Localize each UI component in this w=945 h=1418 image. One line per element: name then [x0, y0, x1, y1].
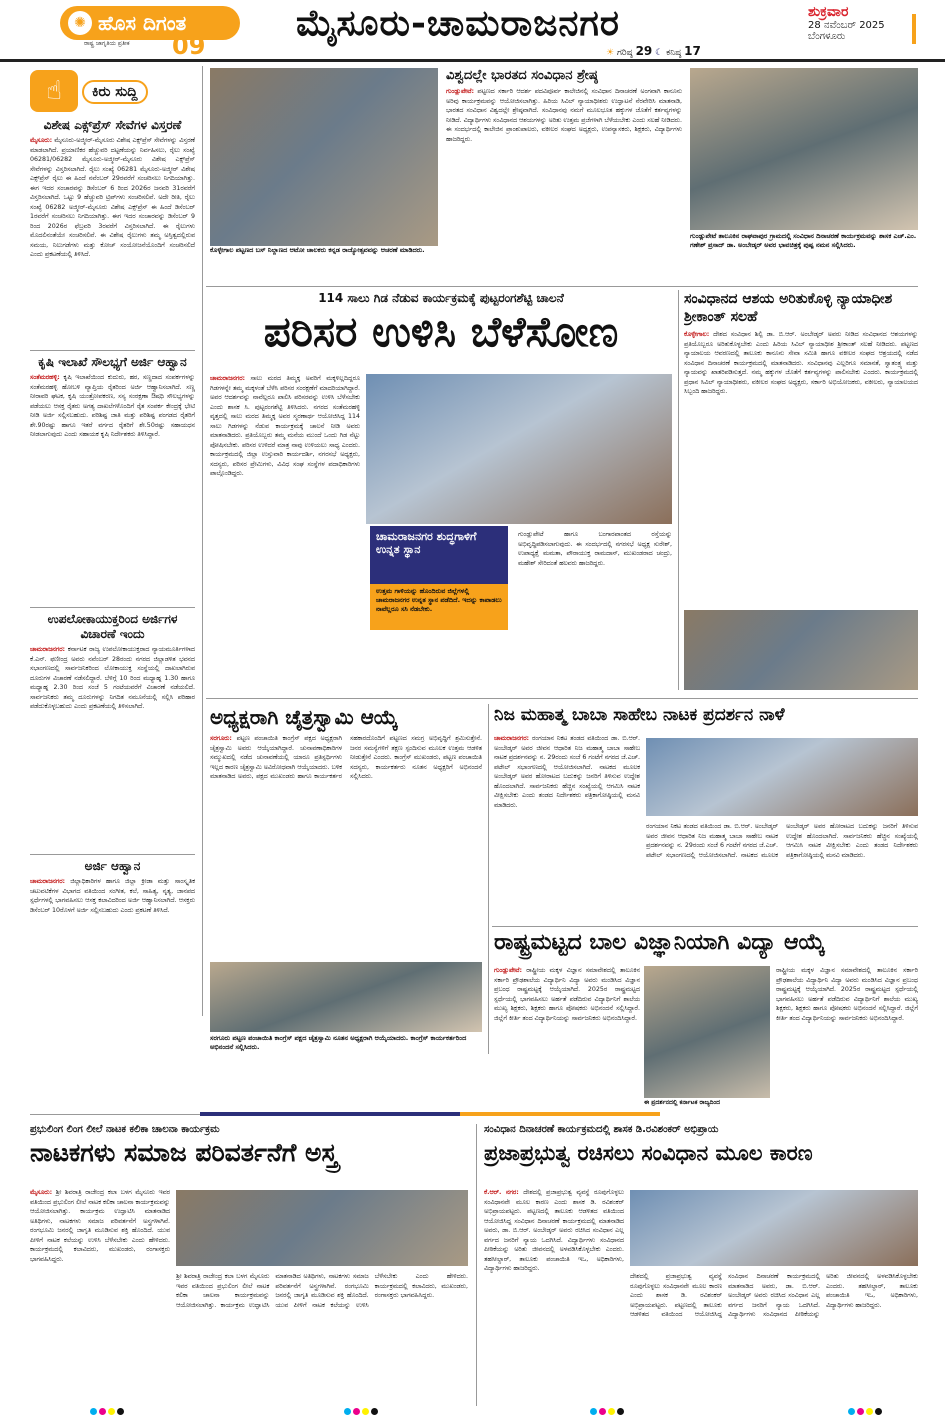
play-body	[494, 734, 640, 924]
drama-photo	[176, 1190, 468, 1266]
constitution-text: ಪಟ್ಟಣದ ಸರ್ಕಾರಿ ಆದರ್ಶ ಪದವಿಪೂರ್ವ ಕಾಲೇಜಿನಲ್ಲಿ ಸಂವಿಧಾನ ದಿನಾಚರಣೆ ಅಂಗವಾಗಿ ಕಾನೂನು ಅರಿವು ಕಾರ್ಯಕ್ರಮವನ್ನು ಆಯೋಜಿಸಲಾಗಿತ್ತು. ಹಿರಿಯ ಸಿವಿಲ್ ನ್ಯಾಯಾಧೀಶರು ಉದ್ಘಾಟನೆ ನೆರವೇರಿಸಿ ಮಾತನಾಡಿ, ಭಾರತದ ಸಂವಿಧಾನ ವಿಶ್ವದಲ್ಲೇ ಶ್ರೇಷ್ಠವಾಗಿದೆ. ಸಂವಿಧಾನವು ನಮಗೆ ಮೂಲಭೂತ ಹಕ್ಕುಗಳ ಜೊತೆಗೆ ಕರ್ತವ್ಯಗಳನ್ನು ನೀಡಿದೆ. ವಿದ್ಯಾರ್ಥಿಗಳು ಸಂವಿಧಾನದ ಆಶಯಗಳನ್ನು ಅರಿತು ಉತ್ತಮ ಪ್ರಜೆಗಳಾಗಿ ಬೆಳೆಯಬೇಕು ಎಂದು ಸಲಹೆ ನೀಡಿದರು. ಈ ಸಂದರ್ಭದಲ್ಲಿ ಕಾಲೇಜಿನ ಪ್ರಾಂಶುಪಾಲರು, ವಕೀಲರ ಸಂಘದ ಅಧ್ಯಕ್ಷರು, ಉಪನ್ಯಾಸಕರು, ಶಿಕ್ಷಕರು, ವಿದ್ಯಾರ್ಥಿಗಳು ಹಾಜರಿದ್ದರು.	[446, 88, 682, 143]
drama-headline	[30, 1124, 470, 1184]
brief2-body	[30, 373, 195, 603]
vidya-photo	[644, 966, 770, 1106]
brief4-dateline: ಚಾಮರಾಜನಗರ:	[30, 878, 66, 885]
ambedkar-tribute-caption: ಗುಂಡ್ಲುಪೇಟೆ ತಾಲೂಕಿನ ರಾಘವಾಪುರ ಗ್ರಾಮದಲ್ಲಿ ಸಂವಿಧಾನ ದಿನಾಚರಣೆ ಕಾರ್ಯಕ್ರಮವನ್ನು ಶಾಸಕ ಎಚ್.ಎಂ. ಗಣೇಶ್ ಪ್ರಸಾದ್ ಡಾ. ಅಂಬೇಡ್ಕರ್ ಅವರ ಭಾವಚಿತ್ರಕ್ಕೆ ಪುಷ್ಪ ನಮನ ಸಲ್ಲಿಸಿದರು.	[690, 232, 918, 262]
chaitraswamy-body	[210, 734, 482, 954]
lead-title: ಪರಿಸರ ಉಳಿಸಿ ಬೆಳೆಸೋಣ	[263, 307, 619, 356]
brief1-title: ವಿಶೇಷ ಎಕ್ಸ್‌ಪ್ರೆಸ್ ಸೇವೆಗಳ ವಿಸ್ತರಣೆ	[43, 118, 182, 132]
weather-max-label: ಗರಿಷ್ಠ	[616, 48, 633, 58]
democracy-body	[484, 1188, 624, 1404]
brief3-dateline: ಚಾಮರಾಜನಗರ:	[30, 646, 66, 653]
brief1-body	[30, 136, 195, 346]
auto-drivers-photo	[210, 68, 438, 246]
logo-tagline: ರಾಷ್ಟ್ರ ಜಾಗೃತಿಯ ಪ್ರತೀಕ	[84, 40, 130, 47]
vidya-title: ರಾಷ್ಟ್ರಮಟ್ಟದ ಬಾಲ ವಿಜ್ಞಾನಿಯಾಗಿ ವಿದ್ಯಾ ಆಯ್ಕೆ	[494, 930, 826, 955]
chaitraswamy-dateline: ಸರಗೂರು:	[210, 735, 232, 742]
brief4-text: ಜಿಲ್ಲಾಧಿಕಾರಿಗಳ ಹಾಗೂ ಜಿಲ್ಲಾ ಕ್ರೀಡಾ ಮತ್ತು ಸಾಂಸ್ಕೃತಿಕ ಚಟುವಟಿಕೆಗಳ ವಿಭಾಗದ ವತಿಯಿಂದ ಸಂಗೀತ, ಕಲೆ, ಸಾಹಿತ್ಯ, ನೃತ್ಯ, ಜಾನಪದ ಸ್ಪರ್ಧೆಗಳಲ್ಲಿ ಭಾಗವಹಿಸಲು ಆಸಕ್ತ ಕಲಾವಿದರಿಂದ ಅರ್ಜಿ ಆಹ್ವಾನಿಸಲಾಗಿದೆ. ಆಸಕ್ತರು ಡಿಸೆಂಬರ್ 10ರೊಳಗೆ ಅರ್ಜಿ ಸಲ್ಲಿಸಬಹುದು ಎಂದು ಪ್ರಕಟಣೆ ತಿಳಿಸಿದೆ.	[30, 878, 195, 914]
weather-min: 17	[684, 44, 701, 58]
kirusuddi-label: ಕಿರು ಸುದ್ದಿ	[82, 80, 148, 104]
judge-event-photo	[684, 610, 918, 690]
section-bar-orange	[460, 1112, 660, 1116]
chaitraswamy-caption: ಸರಗೂರು ಪಟ್ಟಣ ಪಂಚಾಯಿತಿ ಕಾಂಗ್ರೆಸ್ ಪಕ್ಷದ ಚೈತ್ರಸ್ವಾಮಿ ನೂತನ ಅಧ್ಯಕ್ಷರಾಗಿ ಆಯ್ಕೆಯಾದರು. ಕಾಂಗ್ರೆಸ್ ಕಾರ್ಯಕರ್ತರಿಂದ ಅಭಿನಂದನೆ ಸಲ್ಲಿಸಿದರು.	[210, 1034, 482, 1054]
drama-text: ಶ್ರೀ ಶಿವರಾತ್ರಿ ರಾಜೇಂದ್ರ ಕಲಾ ಬಳಗ ಮೈಸೂರು ಇವರ ವತಿಯಿಂದ ಪ್ರಭುಲಿಂಗ ಲೀಲೆ ನಾಟಕ ಕಲಿಕಾ ಚಾಲನಾ ಕಾರ್ಯಕ್ರಮವನ್ನು ಆಯೋಜಿಸಲಾಗಿತ್ತು. ಕಾರ್ಯಕ್ರಮ ಉದ್ಘಾಟಿಸಿ ಮಾತನಾಡಿದ ಅತಿಥಿಗಳು, ನಾಟಕಗಳು ಸಮಾಜ ಪರಿವರ್ತನೆಗೆ ಅಸ್ತ್ರಗಳಾಗಿವೆ. ರಂಗಭೂಮಿ ಜನರಲ್ಲಿ ಜಾಗೃತಿ ಮೂಡಿಸುವ ಶಕ್ತಿ ಹೊಂದಿದೆ. ಯುವ ಪೀಳಿಗೆ ನಾಟಕ ಕಲೆಯನ್ನು ಉಳಿಸಿ ಬೆಳೆಸಬೇಕು ಎಂದು ಹೇಳಿದರು. ಕಾರ್ಯಕ್ರಮದಲ್ಲಿ ಕಲಾವಿದರು, ಮುಖಂಡರು, ರಂಗಾಸಕ್ತರು ಭಾಗವಹಿಸಿದ್ದರು.	[30, 1189, 170, 1263]
masthead	[0, 0, 945, 62]
brief2-dateline: ಸಂತೆಮರಹಳ್ಳಿ:	[30, 374, 60, 381]
vidya-body-cont: ರಾಷ್ಟ್ರೀಯ ಮಕ್ಕಳ ವಿಜ್ಞಾನ ಸಮಾವೇಶದಲ್ಲಿ ತಾಲೂಕಿನ ಸರ್ಕಾರಿ ಪ್ರೌಢಶಾಲೆಯ ವಿದ್ಯಾರ್ಥಿನಿ ವಿದ್ಯಾ ಅವರು ಮಂಡಿಸಿದ ವಿಜ್ಞಾನ ಪ್ರಬಂಧ ರಾಷ್ಟ್ರಮಟ್ಟಕ್ಕೆ ಆಯ್ಕೆಯಾಗಿದೆ. 2025ರ ರಾಷ್ಟ್ರಮಟ್ಟದ ಸ್ಪರ್ಧೆಯಲ್ಲಿ ಭಾಗವಹಿಸಲು ಅರ್ಹತೆ ಪಡೆದಿರುವ ವಿದ್ಯಾರ್ಥಿನಿಗೆ ಶಾಲೆಯ ಮುಖ್ಯ ಶಿಕ್ಷಕರು, ಶಿಕ್ಷಕರು ಹಾಗೂ ಪೋಷಕರು ಅಭಿನಂದನೆ ಸಲ್ಲಿಸಿದ್ದಾರೆ. ಜಿಲ್ಲೆಗೆ ಕೀರ್ತಿ ತಂದ ವಿದ್ಯಾರ್ಥಿನಿಯನ್ನು ಸಾರ್ವಜನಿಕರು ಅಭಿನಂದಿಸಿದ್ದಾರೆ.	[776, 967, 918, 1022]
dateline-box	[808, 4, 914, 42]
lead-dateline: ಚಾಮರಾಜನಗರ:	[210, 375, 246, 382]
constitution-title: ವಿಶ್ವದಲ್ಲೇ ಭಾರತದ ಸಂವಿಧಾನ ಶ್ರೇಷ್ಠ	[446, 68, 598, 83]
print-registration-marks	[344, 1408, 378, 1416]
play-body-cont: ರಂಗಯಾನ ನಿಕಟ ತಂಡದ ವತಿಯಿಂದ ಡಾ. ಬಿ.ಆರ್. ಅಂಬೇಡ್ಕರ್ ಅವರ ಜೀವನ ಆಧಾರಿತ ನಿಜ ಮಹಾತ್ಮ ಬಾಬಾ ಸಾಹೇಬ ನಾಟಕ ಪ್ರದರ್ಶನವನ್ನು ನ. 29ರಂದು ಸಂಜೆ 6 ಗಂಟೆಗೆ ನಗರದ ಜೆ.ಎಚ್. ಪಟೇಲ್ ಸಭಾಂಗಣದಲ್ಲಿ ಆಯೋಜಿಸಲಾಗಿದೆ. ನಾಟಕದ ಮೂಲಕ ಅಂಬೇಡ್ಕರ್ ಅವರ ಹೋರಾಟದ ಬದುಕನ್ನು ಜನರಿಗೆ ತಿಳಿಸುವ ಉದ್ದೇಶ ಹೊಂದಲಾಗಿದೆ. ಸಾರ್ವಜನಿಕರು ಹೆಚ್ಚಿನ ಸಂಖ್ಯೆಯಲ್ಲಿ ಆಗಮಿಸಿ ನಾಟಕ ವೀಕ್ಷಿಸಬೇಕು ಎಂದು ತಂಡದ ನಿರ್ದೇಶಕರು ಪತ್ರಿಕಾಗೋಷ್ಠಿಯಲ್ಲಿ ಮನವಿ ಮಾಡಿದರು.	[646, 823, 918, 859]
clean-air-callout	[370, 526, 508, 584]
print-registration-marks	[90, 1408, 124, 1416]
brief3-text: ಕರ್ನಾಟಕ ರಾಜ್ಯ ಉಪಲೋಕಾಯುಕ್ತರಾದ ನ್ಯಾಯಮೂರ್ತಿಗಳಾದ ಕೆ.ಎನ್. ಫಣೀಂದ್ರ ಅವರು ನವೆಂಬರ್ 28ರಂದು ನಗರದ ಜಿಲ್ಲಾಡಳಿತ ಭವನದ ಸಭಾಂಗಣದಲ್ಲಿ ಸಾರ್ವಜನಿಕರಿಂದ ಲೋಕಾಯುಕ್ತ ಸಂಸ್ಥೆಯಲ್ಲಿ ದಾಖಲಾಗಿರುವ ದೂರುಗಳ ವಿಚಾರಣೆ ನಡೆಸಲಿದ್ದಾರೆ. ಬೆಳಿಗ್ಗೆ 10 ರಿಂದ ಮಧ್ಯಾಹ್ನ 1.30 ಹಾಗೂ ಮಧ್ಯಾಹ್ನ 2.30 ರಿಂದ ಸಂಜೆ 5 ಗಂಟೆಯವರೆಗೆ ವಿಚಾರಣೆ ನಡೆಯಲಿದೆ. ಸಾರ್ವಜನಿಕರು ತಮ್ಮ ದೂರುಗಳನ್ನು ನಿಗದಿತ ನಮೂನೆಯಲ್ಲಿ ಸಲ್ಲಿಸಿ ಪರಿಹಾರ ಪಡೆದುಕೊಳ್ಳಬಹುದು ಎಂದು ಪ್ರಕಟಣೆಯಲ್ಲಿ ತಿಳಿಸಲಾಗಿದೆ.	[30, 646, 195, 710]
brief1-dateline: ಮೈಸೂರು:	[30, 137, 53, 144]
divider	[30, 607, 195, 608]
brief3-title: ಉಪಲೋಕಾಯುಕ್ತರಿಂದ ಅರ್ಜಿಗಳ ವಿಚಾರಣೆ ಇಂದು	[47, 612, 178, 641]
weather-min-label: ಕನಿಷ್ಠ	[666, 48, 682, 58]
issue-day: ಶುಕ್ರವಾರ	[808, 4, 849, 20]
auto-drivers-caption: ಕೊಳ್ಳೇಗಾಲ ಪಟ್ಟಣದ ಬಸ್ ನಿಲ್ದಾಣದ ಆಟೋ ಚಾಲಕರು ಕನ್ನಡ ರಾಜ್ಯೋತ್ಸವವನ್ನು ಆಚರಣೆ ಮಾಡಿದರು.	[210, 246, 438, 268]
constitution-body	[446, 87, 682, 277]
vidya-dateline: ಗುಂಡ್ಲುಪೇಟೆ:	[494, 967, 522, 974]
row-divider	[206, 286, 918, 287]
row-divider	[206, 698, 918, 699]
issue-date: 28 ನವೆಂಬರ್ 2025	[808, 20, 885, 31]
democracy-title: ಪ್ರಜಾಪ್ರಭುತ್ವ ರಚಿಸಲು ಸಂವಿಧಾನ ಮೂಲ ಕಾರಣ	[484, 1141, 813, 1165]
chaitraswamy-text: ಪಟ್ಟಣ ಪಂಚಾಯಿತಿ ಕಾಂಗ್ರೆಸ್ ಪಕ್ಷದ ಅಧ್ಯಕ್ಷರಾಗಿ ಚೈತ್ರಸ್ವಾಮಿ ಅವರು ಆಯ್ಕೆಯಾಗಿದ್ದಾರೆ. ಚುನಾವಣಾಧಿಕಾರಿಗಳ ಸಮ್ಮುಖದಲ್ಲಿ ನಡೆದ ಚುನಾವಣೆಯಲ್ಲಿ ಯಾರೂ ಪ್ರತಿಸ್ಪರ್ಧಿಗಳು ಇಲ್ಲದ ಕಾರಣ ಚೈತ್ರಸ್ವಾಮಿ ಅವಿರೋಧವಾಗಿ ಆಯ್ಕೆಯಾದರು. ಬಳಿಕ ಮಾತನಾಡಿದ ಅವರು, ಪಕ್ಷದ ಮುಖಂಡರು ಹಾಗೂ ಕಾರ್ಯಕರ್ತರ ಸಹಕಾರದೊಂದಿಗೆ ಪಟ್ಟಣದ ಸಮಗ್ರ ಅಭಿವೃದ್ಧಿಗೆ ಶ್ರಮಿಸುತ್ತೇನೆ. ಜನರ ಸಮಸ್ಯೆಗಳಿಗೆ ತಕ್ಷಣ ಸ್ಪಂದಿಸುವ ಮೂಲಕ ಉತ್ತಮ ಆಡಳಿತ ನೀಡುತ್ತೇನೆ ಎಂದರು. ಕಾಂಗ್ರೆಸ್ ಮುಖಂಡರು, ಪಟ್ಟಣ ಪಂಚಾಯಿತಿ ಸದಸ್ಯರು, ಕಾರ್ಯಕರ್ತರು ನೂತನ ಅಧ್ಯಕ್ಷರಿಗೆ ಅಭಿನಂದನೆ ಸಲ್ಲಿಸಿದರು.	[210, 735, 482, 780]
column-rule	[678, 290, 679, 690]
weather-max: 29	[635, 44, 653, 58]
chaitraswamy-photo	[210, 962, 482, 1032]
vidya-caption: ಈ ಪ್ರದರ್ಶನದಲ್ಲಿ ಕರ್ನಾಟಕ ರಾಜ್ಯದಿಂದ	[644, 1098, 770, 1110]
print-registration-marks	[590, 1408, 624, 1416]
play-text: ರಂಗಯಾನ ನಿಕಟ ತಂಡದ ವತಿಯಿಂದ ಡಾ. ಬಿ.ಆರ್. ಅಂಬೇಡ್ಕರ್ ಅವರ ಜೀವನ ಆಧಾರಿತ ನಿಜ ಮಹಾತ್ಮ ಬಾಬಾ ಸಾಹೇಬ ನಾಟಕ ಪ್ರದರ್ಶನವನ್ನು ನ. 29ರಂದು ಸಂಜೆ 6 ಗಂಟೆಗೆ ನಗರದ ಜೆ.ಎಚ್. ಪಟೇಲ್ ಸಭಾಂಗಣದಲ್ಲಿ ಆಯೋಜಿಸಲಾಗಿದೆ. ನಾಟಕದ ಮೂಲಕ ಅಂಬೇಡ್ಕರ್ ಅವರ ಹೋರಾಟದ ಬದುಕನ್ನು ಜನರಿಗೆ ತಿಳಿಸುವ ಉದ್ದೇಶ ಹೊಂದಲಾಗಿದೆ. ಸಾರ್ವಜನಿಕರು ಹೆಚ್ಚಿನ ಸಂಖ್ಯೆಯಲ್ಲಿ ಆಗಮಿಸಿ ನಾಟಕ ವೀಕ್ಷಿಸಬೇಕು ಎಂದು ತಂಡದ ನಿರ್ದೇಶಕರು ಪತ್ರಿಕಾಗೋಷ್ಠಿಯಲ್ಲಿ ಮನವಿ ಮಾಡಿದರು.	[494, 735, 640, 809]
play-title: ನಿಜ ಮಹಾತ್ಮ ಬಾಬಾ ಸಾಹೇಬ ನಾಟಕ ಪ್ರದರ್ಶನ ನಾಳೆ	[494, 705, 785, 725]
drama-body	[30, 1188, 170, 1404]
page-number: 09	[172, 32, 206, 60]
constitution-story	[446, 68, 682, 283]
column-rule	[476, 1124, 477, 1406]
drama-dateline: ಮೈಸೂರು:	[30, 1189, 53, 1196]
judge-dateline: ಕೊಳ್ಳೇಗಾಲ:	[684, 331, 710, 338]
column-rule	[488, 704, 489, 1054]
democracy-body-cont: ದೇಶದಲ್ಲಿ ಪ್ರಜಾಪ್ರಭುತ್ವ ವ್ಯವಸ್ಥೆ ರೂಪುಗೊಳ್ಳಲು ಸಂವಿಧಾನವೇ ಮೂಲ ಕಾರಣ ಎಂದು ಶಾಸಕ ಡಿ. ರವಿಶಂಕರ್ ಅಭಿಪ್ರಾಯಪಟ್ಟರು. ಪಟ್ಟಣದಲ್ಲಿ ತಾಲೂಕು ಆಡಳಿತದ ವತಿಯಿಂದ ಆಯೋಜಿಸಿದ್ದ ಸಂವಿಧಾನ ದಿನಾಚರಣೆ ಕಾರ್ಯಕ್ರಮದಲ್ಲಿ ಮಾತನಾಡಿದ ಅವರು, ಡಾ. ಬಿ.ಆರ್. ಅಂಬೇಡ್ಕರ್ ಅವರು ರಚಿಸಿದ ಸಂವಿಧಾನ ಎಲ್ಲ ವರ್ಗದ ಜನರಿಗೆ ನ್ಯಾಯ ಒದಗಿಸಿದೆ. ವಿದ್ಯಾರ್ಥಿಗಳು ಸಂವಿಧಾನದ ಪೀಠಿಕೆಯನ್ನು ಅರಿತು ಜೀವನದಲ್ಲಿ ಅಳವಡಿಸಿಕೊಳ್ಳಬೇಕು ಎಂದರು. ತಹಸೀಲ್ದಾರ್, ತಾಲೂಕು ಪಂಚಾಯಿತಿ ಇಒ, ಅಧಿಕಾರಿಗಳು, ವಿದ್ಯಾರ್ಥಿಗಳು ಹಾಜರಿದ್ದರು.	[630, 1273, 918, 1318]
column-rule	[202, 66, 203, 1016]
chaitraswamy-story	[210, 704, 482, 954]
divider	[30, 854, 195, 855]
moon-icon: ☾	[655, 48, 664, 58]
newspaper-logo[interactable]	[60, 6, 240, 40]
brief2-text: ಕೃಷಿ ಇಲಾಖೆಯಿಂದ ಕುದುರು, ಹರ, ಸಣ್ಣದಾದ ಸಂಪರ್ಕಗಳನ್ನು ಸಂತೆಮರಹಳ್ಳಿ ಹೋಬಳಿ ವ್ಯಾಪ್ತಿಯ ರೈತರಿಂದ ಅರ್ಜಿ ಆಹ್ವಾನಿಸಲಾಗಿದೆ. ಸಣ್ಣ ನೀರಾವರಿ ಘಟಕ, ಕೃಷಿ ಯಂತ್ರೋಪಕರಣ, ಸಸ್ಯ ಸಂರಕ್ಷಣಾ ಔಷಧಿ ಸೌಲಭ್ಯಗಳನ್ನು ಪಡೆಯಲು ಆಸಕ್ತ ರೈತರು ಅಗತ್ಯ ದಾಖಲೆಗಳೊಂದಿಗೆ ರೈತ ಸಂಪರ್ಕ ಕೇಂದ್ರಕ್ಕೆ ಭೇಟಿ ನೀಡಿ ಅರ್ಜಿ ಸಲ್ಲಿಸಬಹುದು. ಪರಿಶಿಷ್ಟ ಜಾತಿ ಮತ್ತು ಪರಿಶಿಷ್ಟ ಪಂಗಡದ ರೈತರಿಗೆ ಶೇ.90ರಷ್ಟು ಹಾಗೂ ಇತರೆ ವರ್ಗದ ರೈತರಿಗೆ ಶೇ.50ರಷ್ಟು ಸಹಾಯಧನ ನೀಡಲಾಗುವುದು ಎಂದು ಸಹಾಯಕ ಕೃಷಿ ನಿರ್ದೇಶಕರು ತಿಳಿಸಿದ್ದಾರೆ.	[30, 374, 195, 438]
row-divider	[492, 926, 918, 927]
finger-point-icon: ☝	[30, 70, 78, 112]
sun-icon: ☀	[606, 48, 615, 58]
vidya-text: ರಾಷ್ಟ್ರೀಯ ಮಕ್ಕಳ ವಿಜ್ಞಾನ ಸಮಾವೇಶದಲ್ಲಿ ತಾಲೂಕಿನ ಸರ್ಕಾರಿ ಪ್ರೌಢಶಾಲೆಯ ವಿದ್ಯಾರ್ಥಿನಿ ವಿದ್ಯಾ ಅವರು ಮಂಡಿಸಿದ ವಿಜ್ಞಾನ ಪ್ರಬಂಧ ರಾಷ್ಟ್ರಮಟ್ಟಕ್ಕೆ ಆಯ್ಕೆಯಾಗಿದೆ. 2025ರ ರಾಷ್ಟ್ರಮಟ್ಟದ ಸ್ಪರ್ಧೆಯಲ್ಲಿ ಭಾಗವಹಿಸಲು ಅರ್ಹತೆ ಪಡೆದಿರುವ ವಿದ್ಯಾರ್ಥಿನಿಗೆ ಶಾಲೆಯ ಮುಖ್ಯ ಶಿಕ್ಷಕರು, ಶಿಕ್ಷಕರು ಹಾಗೂ ಪೋಷಕರು ಅಭಿನಂದನೆ ಸಲ್ಲಿಸಿದ್ದಾರೆ. ಜಿಲ್ಲೆಗೆ ಕೀರ್ತಿ ತಂದ ವಿದ್ಯಾರ್ಥಿನಿಯನ್ನು ಸಾರ್ವಜನಿಕರು ಅಭಿನಂದಿಸಿದ್ದಾರೆ.	[494, 967, 640, 1022]
logo-text: ಹೊಸ ದಿಗಂತ	[98, 11, 187, 35]
accent-bar	[912, 14, 916, 44]
judge-title: ಸಂವಿಧಾನದ ಆಶಯ ಅರಿತುಕೊಳ್ಳಿ ನ್ಯಾಯಾಧೀಶ ಶ್ರೀಕಾಂತ್ ಸಲಹೆ	[684, 291, 893, 325]
lead-text: ಸಾಲು ಮರದ ತಿಮ್ಮಕ್ಕ ಅವರಿಗೆ ಮಕ್ಕಳಿಲ್ಲದಿದ್ದರೂ ಗಿಡಗಳನ್ನೇ ತಮ್ಮ ಮಕ್ಕಳಂತೆ ಬೆಳೆಸಿ ಪರಿಸರ ಸಂರಕ್ಷಣೆಗೆ ಮಾದರಿಯಾಗಿದ್ದಾರೆ. ಅವರ ಆದರ್ಶವನ್ನು ನಾವೆಲ್ಲರೂ ಪಾಲಿಸಿ ಪರಿಸರವನ್ನು ಉಳಿಸಿ ಬೆಳೆಸಬೇಕು ಎಂದು ಶಾಸಕ ಸಿ. ಪುಟ್ಟರಂಗಶೆಟ್ಟಿ ತಿಳಿಸಿದರು. ನಗರದ ಸಂತೆಮರಹಳ್ಳಿ ವೃತ್ತದಲ್ಲಿ ಸಾಲು ಮರದ ತಿಮ್ಮಕ್ಕ ಅವರ ಸ್ಮರಣಾರ್ಥ ಆಯೋಜಿಸಿದ್ದ 114 ಸಾಲು ಗಿಡಗಳನ್ನು ನೆಡುವ ಕಾರ್ಯಕ್ರಮಕ್ಕೆ ಚಾಲನೆ ನೀಡಿ ಅವರು ಮಾತನಾಡಿದರು. ಪ್ರತಿಯೊಬ್ಬರು ತಮ್ಮ ಮನೆಯ ಮುಂದೆ ಒಂದು ಗಿಡ ನೆಟ್ಟು ಪೋಷಿಸಬೇಕು. ಪರಿಸರ ಉಳಿದರೆ ಮಾತ್ರ ನಾವು ಉಳಿಯಲು ಸಾಧ್ಯ ಎಂದರು. ಕಾರ್ಯಕ್ರಮದಲ್ಲಿ ಜಿಲ್ಲಾ ಉಸ್ತುವಾರಿ ಕಾರ್ಯದರ್ಶಿ, ನಗರಸಭೆ ಅಧ್ಯಕ್ಷರು, ಸದಸ್ಯರು, ಪರಿಸರ ಪ್ರೇಮಿಗಳು, ವಿವಿಧ ಸಂಘ ಸಂಸ್ಥೆಗಳ ಪದಾಧಿಕಾರಿಗಳು ಪಾಲ್ಗೊಂಡಿದ್ದರು.	[210, 375, 360, 477]
kirusuddi-header	[30, 70, 190, 112]
democracy-photo	[630, 1190, 918, 1266]
brief4-title: ಅರ್ಜಿ ಆಹ್ವಾನ	[84, 859, 141, 873]
callout-body: ಉತ್ತಮ ಗಾಳಿಯನ್ನು ಹೊಂದಿರುವ ಜಿಲ್ಲೆಗಳಲ್ಲಿ ಚಾಮರಾಜನಗರ ಉನ್ನತ ಸ್ಥಾನ ಪಡೆದಿದೆ. ಇದನ್ನು ಕಾಪಾಡಲು ನಾವೆಲ್ಲರೂ ಸಸಿ ನೆಡಬೇಕು.	[370, 584, 508, 630]
lead-body-col1	[210, 374, 360, 690]
brief3-body	[30, 645, 195, 850]
drama-body-cont: ಶ್ರೀ ಶಿವರಾತ್ರಿ ರಾಜೇಂದ್ರ ಕಲಾ ಬಳಗ ಮೈಸೂರು ಇವರ ವತಿಯಿಂದ ಪ್ರಭುಲಿಂಗ ಲೀಲೆ ನಾಟಕ ಕಲಿಕಾ ಚಾಲನಾ ಕಾರ್ಯಕ್ರಮವನ್ನು ಆಯೋಜಿಸಲಾಗಿತ್ತು. ಕಾರ್ಯಕ್ರಮ ಉದ್ಘಾಟಿಸಿ ಮಾತನಾಡಿದ ಅತಿಥಿಗಳು, ನಾಟಕಗಳು ಸಮಾಜ ಪರಿವರ್ತನೆಗೆ ಅಸ್ತ್ರಗಳಾಗಿವೆ. ರಂಗಭೂಮಿ ಜನರಲ್ಲಿ ಜಾಗೃತಿ ಮೂಡಿಸುವ ಶಕ್ತಿ ಹೊಂದಿದೆ. ಯುವ ಪೀಳಿಗೆ ನಾಟಕ ಕಲೆಯನ್ನು ಉಳಿಸಿ ಬೆಳೆಸಬೇಕು ಎಂದು ಹೇಳಿದರು. ಕಾರ್ಯಕ್ರಮದಲ್ಲಿ ಕಲಾವಿದರು, ಮುಖಂಡರು, ರಂಗಾಸಕ್ತರು ಭಾಗವಹಿಸಿದ್ದರು.	[176, 1273, 468, 1309]
section-title: ಮೈಸೂರು-ಚಾಮರಾಜನಗರ	[296, 2, 620, 44]
drama-title: ನಾಟಕಗಳು ಸಮಾಜ ಪರಿವರ್ತನೆಗೆ ಅಸ್ತ್ರ	[30, 1138, 338, 1167]
tree-planting-photo	[366, 374, 672, 524]
press-meet-photo	[646, 738, 918, 816]
lamp-icon: ✺	[68, 11, 92, 35]
section-bar-blue	[200, 1112, 460, 1116]
democracy-headline	[484, 1124, 918, 1184]
constitution-dateline: ಗುಂಡ್ಲುಪೇಟೆ:	[446, 88, 474, 95]
democracy-text: ದೇಶದಲ್ಲಿ ಪ್ರಜಾಪ್ರಭುತ್ವ ವ್ಯವಸ್ಥೆ ರೂಪುಗೊಳ್ಳಲು ಸಂವಿಧಾನವೇ ಮೂಲ ಕಾರಣ ಎಂದು ಶಾಸಕ ಡಿ. ರವಿಶಂಕರ್ ಅಭಿಪ್ರಾಯಪಟ್ಟರು. ಪಟ್ಟಣದಲ್ಲಿ ತಾಲೂಕು ಆಡಳಿತದ ವತಿಯಿಂದ ಆಯೋಜಿಸಿದ್ದ ಸಂವಿಧಾನ ದಿನಾಚರಣೆ ಕಾರ್ಯಕ್ರಮದಲ್ಲಿ ಮಾತನಾಡಿದ ಅವರು, ಡಾ. ಬಿ.ಆರ್. ಅಂಬೇಡ್ಕರ್ ಅವರು ರಚಿಸಿದ ಸಂವಿಧಾನ ಎಲ್ಲ ವರ್ಗದ ಜನರಿಗೆ ನ್ಯಾಯ ಒದಗಿಸಿದೆ. ವಿದ್ಯಾರ್ಥಿಗಳು ಸಂವಿಧಾನದ ಪೀಠಿಕೆಯನ್ನು ಅರಿತು ಜೀವನದಲ್ಲಿ ಅಳವಡಿಸಿಕೊಳ್ಳಬೇಕು ಎಂದರು. ತಹಸೀಲ್ದಾರ್, ತಾಲೂಕು ಪಂಚಾಯಿತಿ ಇಒ, ಅಧಿಕಾರಿಗಳು, ವಿದ್ಯಾರ್ಥಿಗಳು ಹಾಜರಿದ್ದರು.	[484, 1189, 624, 1272]
issue-city: ಬೆಂಗಳೂರು	[808, 31, 846, 42]
ambedkar-tribute-photo	[690, 68, 918, 230]
democracy-dateline: ಕೆ.ಆರ್. ನಗರ:	[484, 1189, 519, 1196]
weather-readout	[606, 44, 701, 58]
brief4-body	[30, 877, 195, 997]
drama-kicker: ಪ್ರಭುಲಿಂಗ ಲಿಂಗ ಲೀಲೆ ನಾಟಕ ಕಲಿಕಾ ಚಾಲನಾ ಕಾರ್ಯಕ್ರಮ	[30, 1124, 220, 1135]
brief1-text: ಮೈಸೂರು-ಅಜ್ಮೀರ್-ಮೈಸೂರು ವಿಶೇಷ ಎಕ್ಸ್‌ಪ್ರೆಸ್ ಸೇವೆಗಳನ್ನು ವಿಸ್ತರಣೆ ಮಾಡಲಾಗಿದೆ. ಪ್ರಯಾಣಿಕರ ಹೆಚ್ಚುವರಿ ದಟ್ಟಣೆಯನ್ನು ನಿರ್ವಹಿಸಲು, ರೈಲು ಸಂಖ್ಯೆ 06281/06282 ಮೈಸೂರು-ಅಜ್ಮೀರ್-ಮೈಸೂರು ವಿಶೇಷ ಎಕ್ಸ್‌ಪ್ರೆಸ್ ಸೇವೆಗಳನ್ನು ವಿಸ್ತರಿಸಲಾಗಿದೆ. ರೈಲು ಸಂಖ್ಯೆ 06281 ಮೈಸೂರು-ಅಜ್ಮೀರ್ ವಿಶೇಷ ಎಕ್ಸ್‌ಪ್ರೆಸ್ ರೈಲು ಈ ಹಿಂದೆ ನವೆಂಬರ್ 29ರವರೆಗೆ ಸಂಚರಿಸಲು ನಿಗದಿಯಾಗಿತ್ತು. ಈಗ ಇದರ ಸಂಚಾರವನ್ನು ಡಿಸೆಂಬರ್ 6 ರಿಂದ 2026ರ ಜನವರಿ 31ರವರೆಗೆ ವಿಸ್ತರಿಸಲಾಗಿದೆ. ಒಟ್ಟು 9 ಹೆಚ್ಚುವರಿ ಟ್ರಿಪ್‌ಗಳು ಸಂಚರಿಸಲಿವೆ. ಅದೇ ರೀತಿ, ರೈಲು ಸಂಖ್ಯೆ 06282 ಅಜ್ಮೀರ್-ಮೈಸೂರು ವಿಶೇಷ ಎಕ್ಸ್‌ಪ್ರೆಸ್ ಈ ಹಿಂದೆ ಡಿಸೆಂಬರ್ 1ರವರೆಗೆ ಸಂಚರಿಸಲು ನಿಗದಿಯಾಗಿತ್ತು. ಈಗ ಇದರ ಸಂಚಾರವನ್ನು ಡಿಸೆಂಬರ್ 9 ರಿಂದ 2026ರ ಫೆಬ್ರವರಿ 3ರವರೆಗೆ ವಿಸ್ತರಿಸಲಾಗಿದೆ. ಈ ರೈಲುಗಳು ಮೊದಲಿನಂತೆಯೇ ಸಂಚರಿಸಲಿವೆ. ಈ ವಿಶೇಷ ರೈಲುಗಳು ತಮ್ಮ ಅಸ್ತಿತ್ವದಲ್ಲಿರುವ ಸಮಯ, ನಿಲುಗಡೆಗಳು ಮತ್ತು ಕೋಚ್ ಸಂಯೋಜನೆಯೊಂದಿಗೆ ಸಂಚರಿಸಲಿದೆ ಎಂದು ಪ್ರಕಟಣೆಯಲ್ಲಿ ತಿಳಿಸಿದೆ.	[30, 137, 195, 258]
judge-body	[684, 330, 918, 598]
vidya-body	[494, 966, 640, 1106]
lead-kicker: 114 ಸಾಲು ಗಿಡ ನೆಡುವ ಕಾರ್ಯಕ್ರಮಕ್ಕೆ ಪುಟ್ಟರಂಗಶೆಟ್ಟಿ ಚಾಲನೆ	[318, 291, 564, 305]
play-dateline: ಚಾಮರಾಜನಗರ:	[494, 735, 530, 742]
judge-text: ದೇಶದ ಸಂವಿಧಾನ ಶಿಲ್ಪಿ ಡಾ. ಬಿ.ಆರ್. ಅಂಬೇಡ್ಕರ್ ಅವರು ನೀಡಿದ ಸಂವಿಧಾನದ ಆಶಯಗಳನ್ನು ಪ್ರತಿಯೊಬ್ಬರೂ ಅರಿತುಕೊಳ್ಳಬೇಕು ಎಂದು ಹಿರಿಯ ಸಿವಿಲ್ ನ್ಯಾಯಾಧೀಶ ಶ್ರೀಕಾಂತ್ ಸಲಹೆ ನೀಡಿದರು. ಪಟ್ಟಣದ ನ್ಯಾಯಾಲಯ ಆವರಣದಲ್ಲಿ ತಾಲೂಕು ಕಾನೂನು ಸೇವಾ ಸಮಿತಿ ಹಾಗೂ ವಕೀಲರ ಸಂಘದ ಆಶ್ರಯದಲ್ಲಿ ನಡೆದ ಸಂವಿಧಾನ ದಿನಾಚರಣೆ ಕಾರ್ಯಕ್ರಮದಲ್ಲಿ ಮಾತನಾಡಿದರು. ಸಂವಿಧಾನವು ಎಲ್ಲರಿಗೂ ಸಮಾನತೆ, ಸ್ವಾತಂತ್ರ್ಯ ಮತ್ತು ನ್ಯಾಯವನ್ನು ಖಾತರಿಪಡಿಸುತ್ತದೆ. ನಮ್ಮ ಹಕ್ಕುಗಳ ಜೊತೆಗೆ ಕರ್ತವ್ಯಗಳನ್ನು ಪಾಲಿಸಬೇಕು ಎಂದರು. ಕಾರ್ಯಕ್ರಮದಲ್ಲಿ ಪ್ರಧಾನ ಸಿವಿಲ್ ನ್ಯಾಯಾಧೀಶರು, ವಕೀಲರ ಸಂಘದ ಅಧ್ಯಕ್ಷರು, ಸರ್ಕಾರಿ ಅಭಿಯೋಜಕರು, ವಕೀಲರು, ನ್ಯಾಯಾಲಯದ ಸಿಬ್ಬಂದಿ ಹಾಜರಿದ್ದರು.	[684, 331, 918, 395]
chaitraswamy-title: ಅಧ್ಯಕ್ಷರಾಗಿ ಚೈತ್ರಸ್ವಾಮಿ ಆಯ್ಕೆ	[210, 705, 398, 729]
briefs-column	[30, 118, 195, 1016]
print-registration-marks	[848, 1408, 882, 1416]
brief2-title: ಕೃಷಿ ಇಲಾಖೆ ಸೌಲಭ್ಯಗೆ ಅರ್ಜಿ ಆಹ್ವಾನ	[38, 355, 187, 369]
lead-body-col2: ಗುಂಡ್ಲುಪೇಟೆ ಹಾಗೂ ಬಂಗಾರಪಾಂತದ ರಸ್ತೆಯನ್ನು ಅಭಿವೃದ್ಧಿಪಡಿಸಲಾಗುವುದು. ಈ ಸಂದರ್ಭದಲ್ಲಿ ನಗರಸಭೆ ಅಧ್ಯಕ್ಷ ಸುರೇಶ್, ಉಪಾಧ್ಯಕ್ಷೆ ಮಮತಾ, ಪೌರಾಯುಕ್ತ ರಾಮದಾಸ್, ಮುಖಂಡರಾದ ಚಂದ್ರು, ಮಹೇಶ್ ಸೇರಿದಂತೆ ಹಲವರು ಹಾಜರಿದ್ದರು.	[518, 531, 672, 567]
callout-title: ಚಾಮರಾಜನಗರ ಶುದ್ಧಗಾಳಿಗೆ ಉನ್ನತ ಸ್ಥಾನ	[376, 530, 477, 556]
democracy-kicker: ಸಂವಿಧಾನ ದಿನಾಚರಣೆ ಕಾರ್ಯಕ್ರಮದಲ್ಲಿ ಶಾಸಕ ಡಿ.ರವಿಶಂಕರ್ ಅಭಿಪ್ರಾಯ	[484, 1124, 719, 1135]
divider	[30, 350, 195, 351]
